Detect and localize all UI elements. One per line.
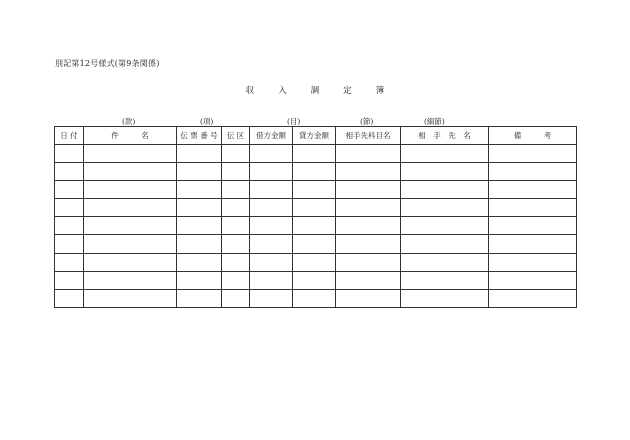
cell-subject (84, 289, 177, 307)
cell-debit-amount (250, 199, 293, 217)
cell-counter-account (336, 181, 401, 199)
table-row (55, 253, 577, 271)
cell-date (55, 253, 84, 271)
cell-subject (84, 271, 177, 289)
cell-counter-account (336, 145, 401, 163)
column-header-voucher-type: 伝 区 (222, 127, 250, 145)
cell-remarks (489, 235, 577, 253)
cell-voucher-type (222, 253, 250, 271)
cell-debit-amount (250, 145, 293, 163)
cell-counterparty (401, 181, 489, 199)
table-row (55, 181, 577, 199)
cell-date (55, 145, 84, 163)
cell-date (55, 199, 84, 217)
cell-voucher-type (222, 235, 250, 253)
cell-remarks (489, 145, 577, 163)
cell-debit-amount (250, 181, 293, 199)
cell-voucher-number (177, 235, 222, 253)
table-row (55, 199, 577, 217)
cell-counter-account (336, 253, 401, 271)
cell-debit-amount (250, 271, 293, 289)
table-row (55, 163, 577, 181)
cell-counter-account (336, 199, 401, 217)
cell-counter-account (336, 163, 401, 181)
cell-credit-amount (293, 253, 336, 271)
table-row (55, 289, 577, 307)
cell-voucher-type (222, 289, 250, 307)
title-char: 調 (310, 86, 320, 96)
cell-voucher-type (222, 163, 250, 181)
cell-subject (84, 217, 177, 235)
table-row (55, 235, 577, 253)
cell-voucher-number (177, 163, 222, 181)
cell-subject (84, 181, 177, 199)
cell-voucher-number (177, 253, 222, 271)
cell-subject (84, 145, 177, 163)
cell-remarks (489, 271, 577, 289)
cell-remarks (489, 163, 577, 181)
cell-counter-account (336, 271, 401, 289)
cell-credit-amount (293, 217, 336, 235)
title-char: 収 (245, 86, 255, 96)
cell-debit-amount (250, 235, 293, 253)
label-moku: (目) (287, 117, 301, 126)
label-setsu: (節) (360, 117, 374, 126)
column-header-counter-account: 相手先科目名 (336, 127, 401, 145)
cell-counterparty (401, 271, 489, 289)
cell-counterparty (401, 253, 489, 271)
form-identifier: 別記第12号様式(第9条関係) (55, 59, 160, 68)
cell-remarks (489, 289, 577, 307)
cell-date (55, 271, 84, 289)
label-saisetsu: (細節) (424, 117, 445, 126)
cell-voucher-number (177, 271, 222, 289)
cell-counter-account (336, 235, 401, 253)
column-header-credit-amount: 貸方金額 (293, 127, 336, 145)
cell-debit-amount (250, 253, 293, 271)
title-char: 簿 (375, 86, 385, 96)
cell-voucher-number (177, 145, 222, 163)
cell-date (55, 181, 84, 199)
cell-credit-amount (293, 235, 336, 253)
table-row (55, 217, 577, 235)
cell-voucher-type (222, 145, 250, 163)
cell-counterparty (401, 217, 489, 235)
cell-date (55, 235, 84, 253)
cell-remarks (489, 217, 577, 235)
ledger-table (54, 126, 577, 308)
table-row (55, 145, 577, 163)
cell-counterparty (401, 199, 489, 217)
ledger-body (55, 145, 577, 308)
cell-subject (84, 199, 177, 217)
cell-counter-account (336, 289, 401, 307)
cell-date (55, 217, 84, 235)
cell-debit-amount (250, 163, 293, 181)
cell-subject (84, 235, 177, 253)
cell-subject (84, 163, 177, 181)
cell-counterparty (401, 235, 489, 253)
cell-credit-amount (293, 145, 336, 163)
cell-subject (84, 253, 177, 271)
cell-voucher-type (222, 217, 250, 235)
title-char: 定 (343, 86, 352, 96)
column-header-subject: 件 名 (84, 127, 177, 145)
cell-date (55, 163, 84, 181)
cell-credit-amount (293, 271, 336, 289)
ledger-title (0, 84, 630, 96)
cell-credit-amount (293, 181, 336, 199)
label-kou: (項) (200, 117, 214, 126)
cell-voucher-number (177, 181, 222, 199)
column-header-counterparty: 相 手 先 名 (401, 127, 489, 145)
cell-remarks (489, 253, 577, 271)
cell-counterparty (401, 163, 489, 181)
header-row (55, 127, 577, 145)
label-kan: (款) (122, 117, 136, 126)
cell-voucher-number (177, 289, 222, 307)
cell-remarks (489, 181, 577, 199)
cell-debit-amount (250, 217, 293, 235)
column-header-voucher-number: 伝 票 番 号 (177, 127, 222, 145)
cell-date (55, 289, 84, 307)
cell-voucher-type (222, 271, 250, 289)
table-row (55, 271, 577, 289)
cell-credit-amount (293, 289, 336, 307)
cell-voucher-number (177, 217, 222, 235)
title-char: 入 (278, 86, 287, 96)
cell-counterparty (401, 145, 489, 163)
column-header-remarks: 備 考 (489, 127, 577, 145)
cell-voucher-number (177, 199, 222, 217)
cell-credit-amount (293, 199, 336, 217)
cell-credit-amount (293, 163, 336, 181)
cell-remarks (489, 199, 577, 217)
cell-counterparty (401, 289, 489, 307)
column-header-debit-amount: 借方金額 (250, 127, 293, 145)
column-header-date: 日 付 (55, 127, 84, 145)
cell-debit-amount (250, 289, 293, 307)
cell-counter-account (336, 217, 401, 235)
cell-voucher-type (222, 181, 250, 199)
cell-voucher-type (222, 199, 250, 217)
